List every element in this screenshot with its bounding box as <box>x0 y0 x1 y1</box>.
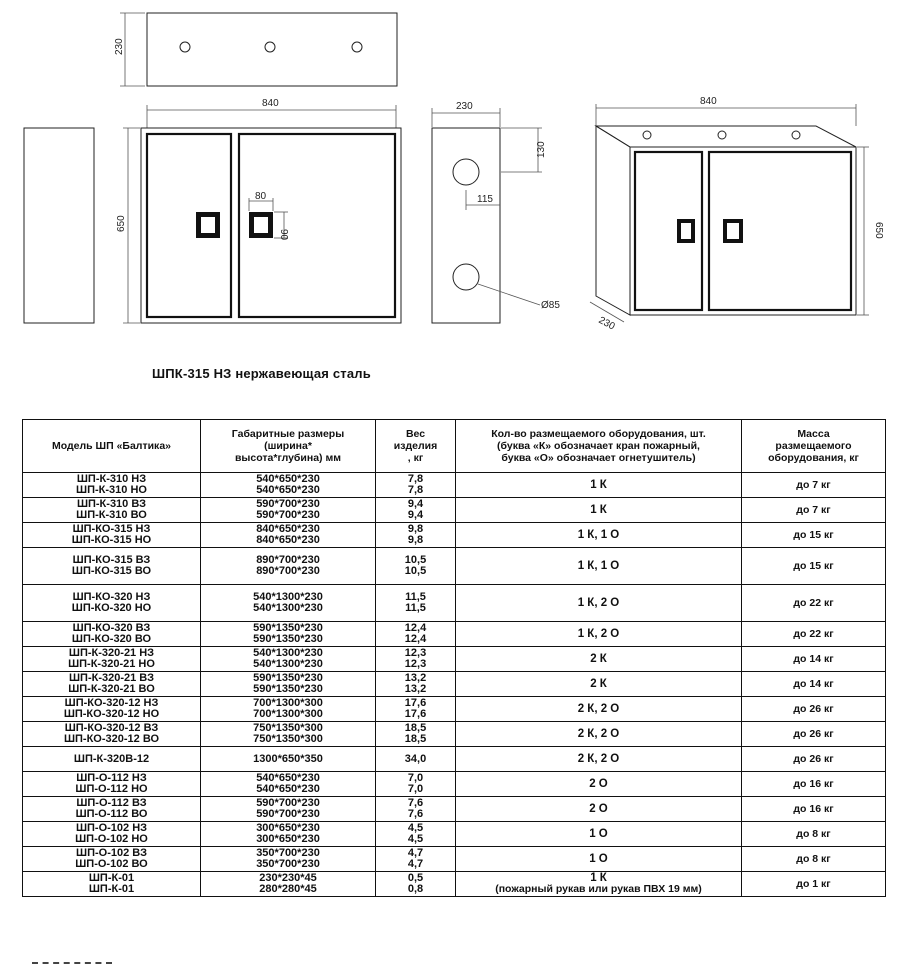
dim-side-hole-offset: 115 <box>477 194 493 205</box>
cell-size: 590*1350*230 590*1350*230 <box>201 622 376 647</box>
cell-model: ШП-КО-320 НЗ ШП-КО-320 НО <box>23 585 201 622</box>
cell-size: 540*650*230 540*650*230 <box>201 473 376 498</box>
top-view <box>114 13 397 86</box>
cell-mass: до 22 кг <box>742 622 886 647</box>
dim-front-width: 840 <box>262 98 279 109</box>
cell-equipment: 2 К <box>456 647 742 672</box>
cell-mass: до 14 кг <box>742 647 886 672</box>
table-header-row <box>23 420 886 473</box>
table-row <box>23 722 886 747</box>
cell-weight: 11,5 11,5 <box>376 585 456 622</box>
cell-weight: 7,6 7,6 <box>376 797 456 822</box>
table-row <box>23 772 886 797</box>
dim-side-width: 230 <box>456 101 473 112</box>
cell-model: ШП-КО-320 ВЗ ШП-КО-320 ВО <box>23 622 201 647</box>
dim-top-height: 230 <box>114 38 125 55</box>
cell-mass: до 7 кг <box>742 498 886 523</box>
cell-model: ШП-КО-315 ВЗ ШП-КО-315 ВО <box>23 548 201 585</box>
cell-mass: до 8 кг <box>742 847 886 872</box>
cell-model: ШП-КО-315 НЗ ШП-КО-315 НО <box>23 523 201 548</box>
table-row <box>23 747 886 772</box>
cell-size: 350*700*230 350*700*230 <box>201 847 376 872</box>
spec-table-body <box>23 473 886 897</box>
cell-weight: 18,5 18,5 <box>376 722 456 747</box>
top-hole-2 <box>265 42 275 52</box>
cell-weight: 34,0 <box>376 747 456 772</box>
cell-weight: 12,3 12,3 <box>376 647 456 672</box>
cell-size: 230*230*45 280*280*45 <box>201 872 376 897</box>
header-size: Габаритные размеры (ширина* высота*глубина) мм <box>201 420 376 473</box>
dim-side-hole-diameter: Ø85 <box>541 300 560 311</box>
header-model: Модель ШП «Балтика» <box>23 420 201 473</box>
dim-front-height: 650 <box>116 215 127 232</box>
cell-equipment: 1 К <box>456 473 742 498</box>
cell-mass: до 8 кг <box>742 822 886 847</box>
side-hole-lower <box>453 264 479 290</box>
cell-size: 1300*650*350 <box>201 747 376 772</box>
cell-weight: 10,5 10,5 <box>376 548 456 585</box>
cell-model: ШП-К-320-21 ВЗ ШП-К-320-21 ВО <box>23 672 201 697</box>
cell-equipment: 1 К, 2 О <box>456 622 742 647</box>
cell-model: ШП-К-310 ВЗ ШП-К-310 ВО <box>23 498 201 523</box>
cell-model: ШП-К-01 ШП-К-01 <box>23 872 201 897</box>
spec-table <box>22 419 886 897</box>
dim-side-hole-top: 130 <box>536 141 547 158</box>
cell-weight: 0,5 0,8 <box>376 872 456 897</box>
header-equipment: Кол-во размещаемого оборудования, шт. (буква «К» обозначает кран пожарный, буква «О» обозначает огнетушитель) <box>456 420 742 473</box>
product-caption: ШПК-315 НЗ нержавеющая сталь <box>152 366 371 381</box>
cell-mass: до 15 кг <box>742 548 886 585</box>
isometric-view <box>590 96 884 333</box>
cell-mass: до 22 кг <box>742 585 886 622</box>
cell-mass: до 14 кг <box>742 672 886 697</box>
cell-mass: до 26 кг <box>742 747 886 772</box>
cell-mass: до 26 кг <box>742 722 886 747</box>
cell-weight: 7,8 7,8 <box>376 473 456 498</box>
page-cut-edge <box>32 962 112 970</box>
cell-mass: до 26 кг <box>742 697 886 722</box>
table-row <box>23 473 886 498</box>
cell-size: 540*650*230 540*650*230 <box>201 772 376 797</box>
cell-size: 840*650*230 840*650*230 <box>201 523 376 548</box>
cell-size: 700*1300*300 700*1300*300 <box>201 697 376 722</box>
cell-size: 540*1300*230 540*1300*230 <box>201 585 376 622</box>
table-row <box>23 672 886 697</box>
table-row <box>23 498 886 523</box>
side-view-holes <box>432 101 560 323</box>
cell-equipment: 1 О <box>456 822 742 847</box>
cell-model: ШП-О-112 ВЗ ШП-О-112 ВО <box>23 797 201 822</box>
table-row <box>23 872 886 897</box>
cell-equipment: 1 О <box>456 847 742 872</box>
cell-mass: до 16 кг <box>742 772 886 797</box>
header-weight: Вес изделия , кг <box>376 420 456 473</box>
cell-mass: до 1 кг <box>742 872 886 897</box>
cell-model: ШП-О-112 НЗ ШП-О-112 НО <box>23 772 201 797</box>
equipment-note: (пожарный рукав или рукав ПВХ 19 мм) <box>495 883 702 895</box>
header-mass: Масса размещаемого оборудования, кг <box>742 420 886 473</box>
cell-mass: до 7 кг <box>742 473 886 498</box>
table-row <box>23 647 886 672</box>
table-row <box>23 548 886 585</box>
cell-equipment: 2 К, 2 О <box>456 747 742 772</box>
table-row <box>23 797 886 822</box>
top-hole-1 <box>180 42 190 52</box>
technical-drawing <box>0 0 905 360</box>
cell-model: ШП-К-320В-12 <box>23 747 201 772</box>
cell-equipment: 1 К <box>456 498 742 523</box>
cell-size: 590*1350*230 590*1350*230 <box>201 672 376 697</box>
dim-handle-width: 80 <box>255 191 267 202</box>
cell-weight: 9,8 9,8 <box>376 523 456 548</box>
dim-iso-height: 650 <box>873 222 884 239</box>
cell-weight: 7,0 7,0 <box>376 772 456 797</box>
cell-equipment: 2 К, 2 О <box>456 722 742 747</box>
cell-weight: 4,7 4,7 <box>376 847 456 872</box>
cell-weight: 12,4 12,4 <box>376 622 456 647</box>
cell-equipment: 1 К (пожарный рукав или рукав ПВХ 19 мм) <box>456 872 742 897</box>
cell-weight: 4,5 4,5 <box>376 822 456 847</box>
cell-equipment: 2 К, 2 О <box>456 697 742 722</box>
table-row <box>23 622 886 647</box>
cell-model: ШП-К-320-21 НЗ ШП-К-320-21 НО <box>23 647 201 672</box>
cell-model: ШП-К-310 НЗ ШП-К-310 НО <box>23 473 201 498</box>
cell-mass: до 15 кг <box>742 523 886 548</box>
cell-size: 300*650*230 300*650*230 <box>201 822 376 847</box>
table-row <box>23 585 886 622</box>
dim-iso-depth: 230 <box>596 314 617 333</box>
table-row <box>23 697 886 722</box>
cell-size: 590*700*230 590*700*230 <box>201 797 376 822</box>
table-row <box>23 847 886 872</box>
cell-size: 750*1350*300 750*1350*300 <box>201 722 376 747</box>
cell-equipment: 1 К, 1 О <box>456 523 742 548</box>
side-view-plain <box>24 128 94 323</box>
top-hole-3 <box>352 42 362 52</box>
dim-iso-width: 840 <box>700 96 717 107</box>
dim-handle-height: 90 <box>278 229 289 241</box>
cell-size: 590*700*230 590*700*230 <box>201 498 376 523</box>
cell-size: 890*700*230 890*700*230 <box>201 548 376 585</box>
cell-model: ШП-КО-320-12 ВЗ ШП-КО-320-12 ВО <box>23 722 201 747</box>
front-view <box>116 98 401 323</box>
cell-model: ШП-КО-320-12 НЗ ШП-КО-320-12 НО <box>23 697 201 722</box>
side-hole-upper <box>453 159 479 185</box>
cell-equipment: 2 О <box>456 797 742 822</box>
cell-weight: 9,4 9,4 <box>376 498 456 523</box>
cell-weight: 17,6 17,6 <box>376 697 456 722</box>
cell-model: ШП-О-102 ВЗ ШП-О-102 ВО <box>23 847 201 872</box>
cell-equipment: 2 О <box>456 772 742 797</box>
cell-size: 540*1300*230 540*1300*230 <box>201 647 376 672</box>
cell-mass: до 16 кг <box>742 797 886 822</box>
cell-equipment: 1 К, 2 О <box>456 585 742 622</box>
table-row <box>23 523 886 548</box>
table-row <box>23 822 886 847</box>
cell-equipment: 1 К, 1 О <box>456 548 742 585</box>
cell-equipment: 2 К <box>456 672 742 697</box>
cell-model: ШП-О-102 НЗ ШП-О-102 НО <box>23 822 201 847</box>
cell-weight: 13,2 13,2 <box>376 672 456 697</box>
